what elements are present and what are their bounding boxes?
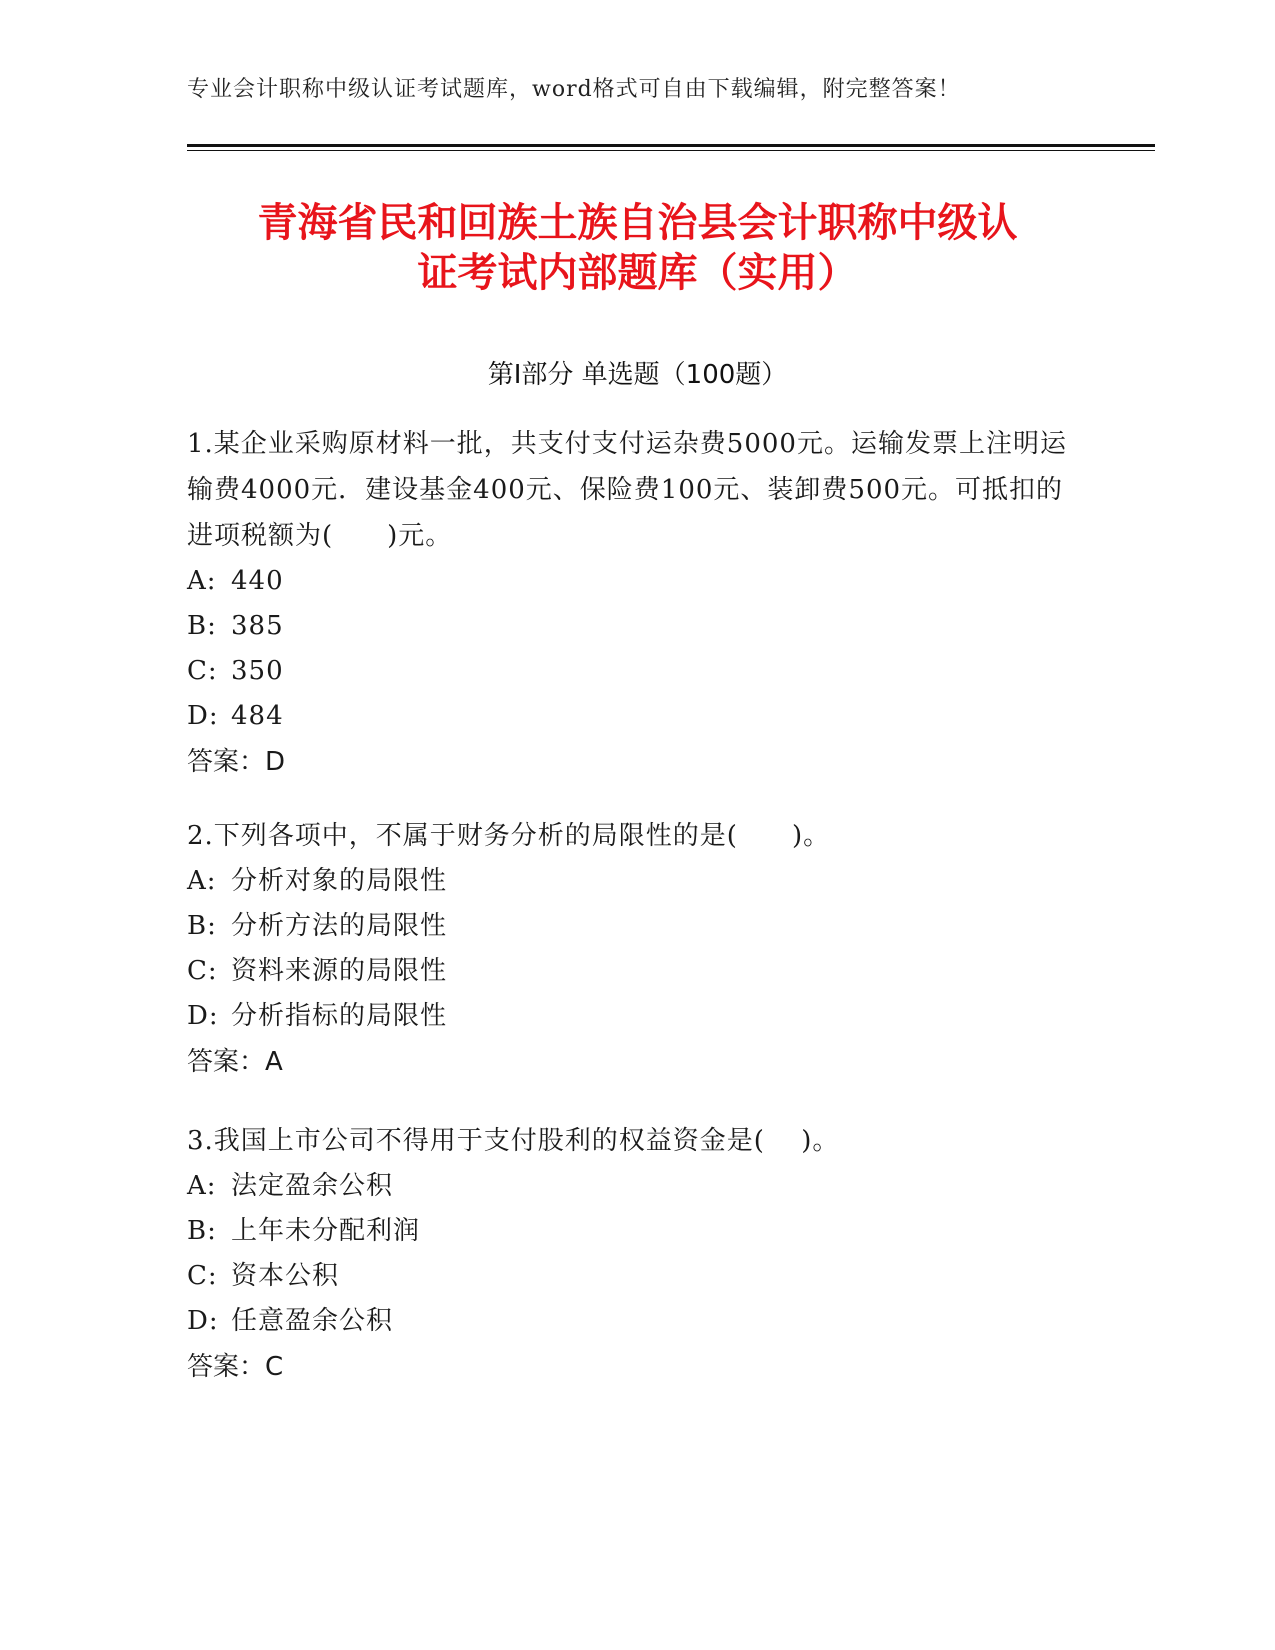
header-rule-thick xyxy=(187,144,1155,147)
answer-line xyxy=(187,1039,1087,1085)
option-a xyxy=(187,859,1087,904)
option-letter: C: xyxy=(187,956,218,986)
answer-line xyxy=(187,739,1087,785)
answer-value: C xyxy=(265,1352,284,1382)
option-text: 385 xyxy=(231,611,284,641)
option-text: 分析方法的局限性 xyxy=(231,911,448,941)
document-title xyxy=(160,198,1115,298)
answer-label: 答案： xyxy=(187,1352,266,1382)
option-a xyxy=(187,1164,1087,1209)
option-text: 440 xyxy=(231,566,284,596)
option-d xyxy=(187,1299,1087,1344)
answer-label: 答案： xyxy=(187,1047,266,1077)
question-text: 2.下列各项中，不属于财务分析的局限性的是( )。 xyxy=(187,821,831,851)
option-text: 484 xyxy=(231,701,284,731)
option-letter: D: xyxy=(187,701,219,731)
option-text: 350 xyxy=(231,656,284,686)
question-text: 3.我国上市公司不得用于支付股利的权益资金是( )。 xyxy=(187,1126,840,1156)
option-letter: D: xyxy=(187,1001,219,1031)
option-text: 资本公积 xyxy=(231,1261,340,1291)
question-block-2 xyxy=(187,813,1087,1085)
option-text: 资料来源的局限性 xyxy=(231,956,448,986)
document-title-line-1: 青海省民和回族土族自治县会计职称中级认 xyxy=(257,200,1018,246)
option-text: 上年未分配利润 xyxy=(231,1216,421,1246)
option-b xyxy=(187,1209,1087,1254)
option-c xyxy=(187,949,1087,994)
option-c xyxy=(187,649,1087,694)
option-d xyxy=(187,994,1087,1039)
option-letter: C: xyxy=(187,656,218,686)
option-letter: C: xyxy=(187,1261,218,1291)
option-b xyxy=(187,904,1087,949)
option-d xyxy=(187,694,1087,739)
question-block-1 xyxy=(187,421,1087,785)
answer-value: A xyxy=(265,1047,283,1077)
option-text: 任意盈余公积 xyxy=(231,1306,394,1336)
option-letter: A: xyxy=(187,866,217,896)
option-letter: B: xyxy=(187,911,217,941)
option-letter: B: xyxy=(187,611,217,641)
option-b xyxy=(187,604,1087,649)
option-letter: B: xyxy=(187,1216,217,1246)
option-text: 法定盈余公积 xyxy=(231,1171,394,1201)
section-title: 第Ⅰ部分 单选题（100题） xyxy=(487,360,788,390)
option-letter: A: xyxy=(187,566,217,596)
option-letter: A: xyxy=(187,1171,217,1201)
answer-label: 答案： xyxy=(187,747,266,777)
question-text: 1.某企业采购原材料一批，共支付支付运杂费5000元。运输发票上注明运输费4000元．建设基金400元、保险费100元、装卸费500元。可抵扣的进项税额为( )元。 xyxy=(187,429,1067,551)
option-a xyxy=(187,559,1087,604)
document-title-line-2: 证考试内部题库（实用） xyxy=(417,250,858,296)
header-rule-thin xyxy=(187,150,1155,151)
answer-value: D xyxy=(265,747,286,777)
answer-line xyxy=(187,1344,1087,1390)
question-block-3 xyxy=(187,1118,1087,1390)
header-note: 专业会计职称中级认证考试题库，word格式可自由下载编辑，附完整答案！ xyxy=(187,77,961,102)
option-c xyxy=(187,1254,1087,1299)
option-text: 分析指标的局限性 xyxy=(231,1001,448,1031)
option-text: 分析对象的局限性 xyxy=(231,866,448,896)
option-letter: D: xyxy=(187,1306,219,1336)
